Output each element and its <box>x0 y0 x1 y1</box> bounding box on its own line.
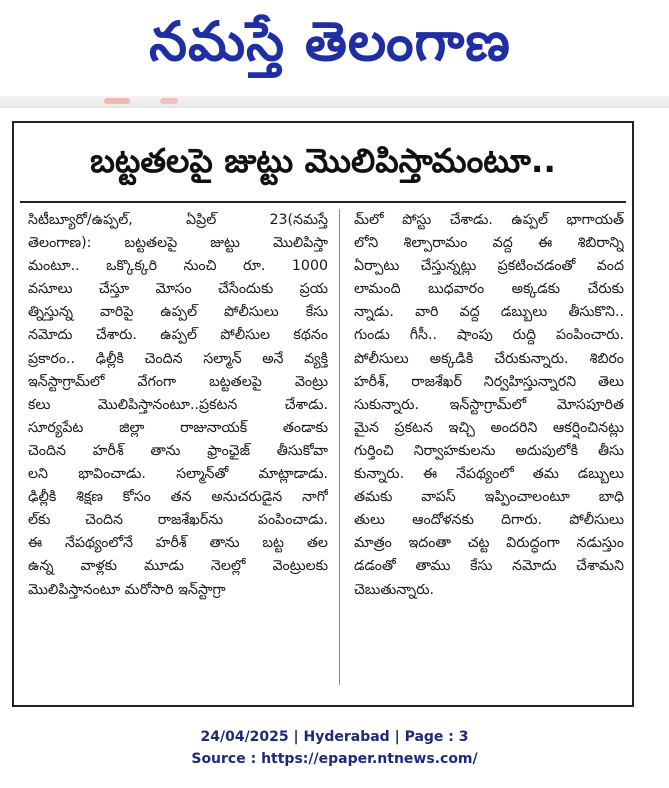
article-line: గుర్తించి నిర్వాహకులను అదుపులోకి తీసు <box>354 442 624 459</box>
article-line: మాత్రం ఇదంతా చట్ట విరుద్ధంగా నడుస్తుం <box>354 535 624 552</box>
article-line: హరీశ్, రాజశేఖర్ నిర్వహిస్తున్నారని తెలు <box>354 373 624 390</box>
article-line: వసూలు చేస్తూ మోసం చేసేందుకు ప్రయ <box>28 281 328 298</box>
article-column-left <box>28 209 328 602</box>
article-line: ఈ నేపథ్యంలోనే హరీశ్ తాను బట్ట తల <box>28 535 328 552</box>
article-line: సిటీబ్యూరో/ఉప్పల్, ఏప్రిల్ 23(నమస్తే <box>28 212 328 228</box>
footer-date-edition: 24/04/2025 | Hyderabad | Page : 3 <box>200 729 469 745</box>
headline-rule <box>20 201 626 203</box>
article-line: ఢిల్లీకి శిక్షణ కోసం తన అనుచరుడైన నాగో <box>28 489 328 506</box>
article-line: మొలిపిస్తానంటూ మరోసారి ఇన్‌స్టాగ్రా <box>28 581 226 598</box>
article-line: ప్రకారం.. ఢిల్లీకి చెందిన సల్మాన్ అనే వ్యక్తి <box>28 350 328 367</box>
masthead-strip <box>0 96 669 108</box>
footer-source: Source : https://epaper.ntnews.com/ <box>191 751 478 767</box>
article-line: కున్నారు. ఈ నేపథ్యంలో తమ డబ్బులు <box>354 466 624 483</box>
news-clipping <box>12 121 634 707</box>
masthead <box>0 0 669 100</box>
article-line: ఉన్న వాళ్లకు మూడు నెలల్లో వెంట్రులకు <box>28 558 328 575</box>
article-line: లని భావించాడు. సల్మాన్‌తో మాట్లాడాడు. <box>28 466 328 483</box>
column-divider <box>339 209 340 685</box>
article-line: నమోదు చేశారు. ఉప్పల్ పోలీసుల కథనం <box>28 327 328 344</box>
article-line: తెలంగాణ): బట్టతలపై జుట్టు మొలిపిస్తా <box>28 235 328 252</box>
article-line: ల్‌కు చెందిన రాజశేఖర్‌ను పంపించాడు. <box>28 512 328 529</box>
article-line: లోని శిల్పారామం వద్ద ఈ శిబిరాన్ని <box>354 235 624 252</box>
article-line: న్నాడు. వారి వద్ద డబ్బులు తీసుకొని.. <box>354 304 624 321</box>
article-line: సుకున్నారు. ఇన్‌స్టాగ్రామ్‌లో మోసపూరిత <box>354 396 624 413</box>
article-line: ఏర్పాటు చేస్తున్నట్లు ప్రకటించడంతో వంద <box>354 258 624 275</box>
article-line: కలు మొలిపిస్తానంటూ..ప్రకటన చేశాడు. <box>28 396 328 413</box>
article-line: మంటూ.. ఒక్కొక్కరి నుంచి రూ. 1000 <box>28 258 328 275</box>
article-line: చెబుతున్నారు. <box>354 581 435 598</box>
article-line: మైన ప్రకటన ఇచ్చి అందరిని ఆకర్షించినట్లు <box>354 419 624 436</box>
article-line: లామంది బుధవారం అక్కడకు చేరుకు <box>354 281 624 298</box>
article-line: తులు ఆందోళనకు దిగారు. పోలీసులు <box>354 512 624 529</box>
newspaper-logo: నమస్తే తెలంగాణ <box>149 9 511 73</box>
article-line: సూర్యపేట జిల్లా రాజునాయక్ తండాకు <box>28 419 328 436</box>
article-line: మ్‌లో పోస్టు చేశాడు. ఉప్పల్ భాగాయత్ <box>354 212 624 228</box>
article-column-right <box>354 209 624 602</box>
article-line: గుండు గీసీ.. షాంపు రుద్ది పంపించారు. <box>354 327 624 344</box>
article-line: తమకు వాపస్ ఇప్పించాలంటూ బాధి <box>354 489 624 506</box>
article-line: ఇన్‌స్టాగ్రామ్‌లో వేగంగా బట్టతలపై వెంట్రు <box>28 373 328 390</box>
strip-mark-left <box>104 98 130 104</box>
article-line: త్నిస్తున్న వారిపై ఉప్పల్ పోలీసులు కేసు <box>28 304 328 321</box>
article-line: చెందిన హరీశ్ తాను ఫ్రాంఛైజ్ తీసుకోవా <box>28 442 328 459</box>
page-footer <box>0 726 669 770</box>
article-headline: బట్టతలపై జుట్టు మొలిపిస్తామంటూ.. <box>90 141 556 180</box>
article-line: డడంతో తాము కేసు నమోదు చేశామని <box>354 558 624 575</box>
strip-mark-right <box>160 98 178 104</box>
article-line: పోలీసులు అక్కడికి చేరుకున్నారు. శిబిరం <box>354 350 624 367</box>
